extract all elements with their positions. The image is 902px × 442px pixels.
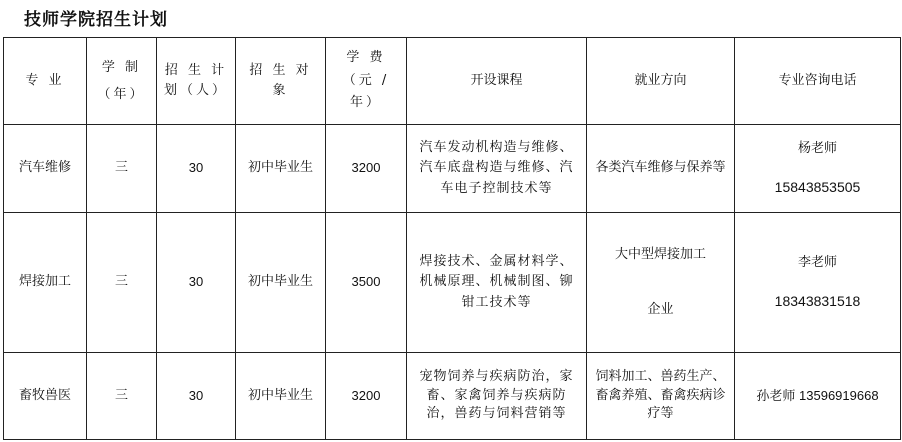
employment-line: 企业 — [647, 301, 674, 317]
header-duration: 学 制 （年） — [87, 38, 157, 125]
courses-cell: 焊接技术、金属材料学、机械原理、机械制图、铆钳工技术等 — [407, 213, 587, 353]
phone-cell — [735, 125, 901, 213]
contact-cell: 孙老师 13596919668 — [735, 353, 901, 440]
major-cell: 焊接加工 — [4, 213, 87, 353]
major-cell: 畜牧兽医 — [4, 353, 87, 440]
header-employment: 就业方向 — [587, 38, 735, 125]
header-courses: 开设课程 — [407, 38, 587, 125]
contact-phone: 15843853505 — [774, 178, 861, 195]
phone-cell — [735, 213, 901, 353]
header-target: 招 生 对 象 — [236, 38, 326, 125]
fee-cell: 3200 — [326, 125, 407, 213]
header-fee: 学 费 （元 / 年） — [326, 38, 407, 125]
fee-cell: 3500 — [326, 213, 407, 353]
duration-cell: 三 — [87, 125, 157, 213]
target-cell: 初中毕业生 — [236, 353, 326, 440]
contact-name: 李老师 — [797, 254, 837, 270]
duration-cell: 三 — [87, 353, 157, 440]
courses-cell: 宠物饲养与疾病防治，家畜、家禽饲养与疾病防治，兽药与饲料营销等 — [407, 353, 587, 440]
employment-line: 大中型焊接加工 — [614, 247, 706, 263]
target-cell: 初中毕业生 — [236, 125, 326, 213]
quota-cell: 30 — [157, 213, 236, 353]
employment-cell — [587, 213, 735, 353]
header-quota: 招 生 计 划（人） — [157, 38, 236, 125]
table-row — [4, 353, 901, 440]
table-row — [4, 213, 901, 353]
duration-cell: 三 — [87, 213, 157, 353]
courses-cell: 汽车发动机构造与维修、汽车底盘构造与维修、汽车电子控制技术等 — [407, 125, 587, 213]
quota-cell: 30 — [157, 353, 236, 440]
page-title: 技师学院招生计划 — [24, 10, 168, 30]
quota-cell: 30 — [157, 125, 236, 213]
employment-cell: 各类汽车维修与保养等 — [587, 125, 735, 213]
fee-cell: 3200 — [326, 353, 407, 440]
major-cell: 汽车维修 — [4, 125, 87, 213]
header-phone: 专业咨询电话 — [735, 38, 901, 125]
table-row — [4, 125, 901, 213]
target-cell: 初中毕业生 — [236, 213, 326, 353]
enrollment-plan-table — [3, 37, 901, 440]
contact-name: 杨老师 — [797, 140, 837, 156]
contact-phone: 18343831518 — [774, 292, 861, 309]
table-header-row — [4, 38, 901, 125]
header-major: 专 业 — [4, 38, 87, 125]
employment-cell: 饲料加工、兽药生产、畜禽养殖、畜禽疾病诊疗等 — [587, 353, 735, 440]
